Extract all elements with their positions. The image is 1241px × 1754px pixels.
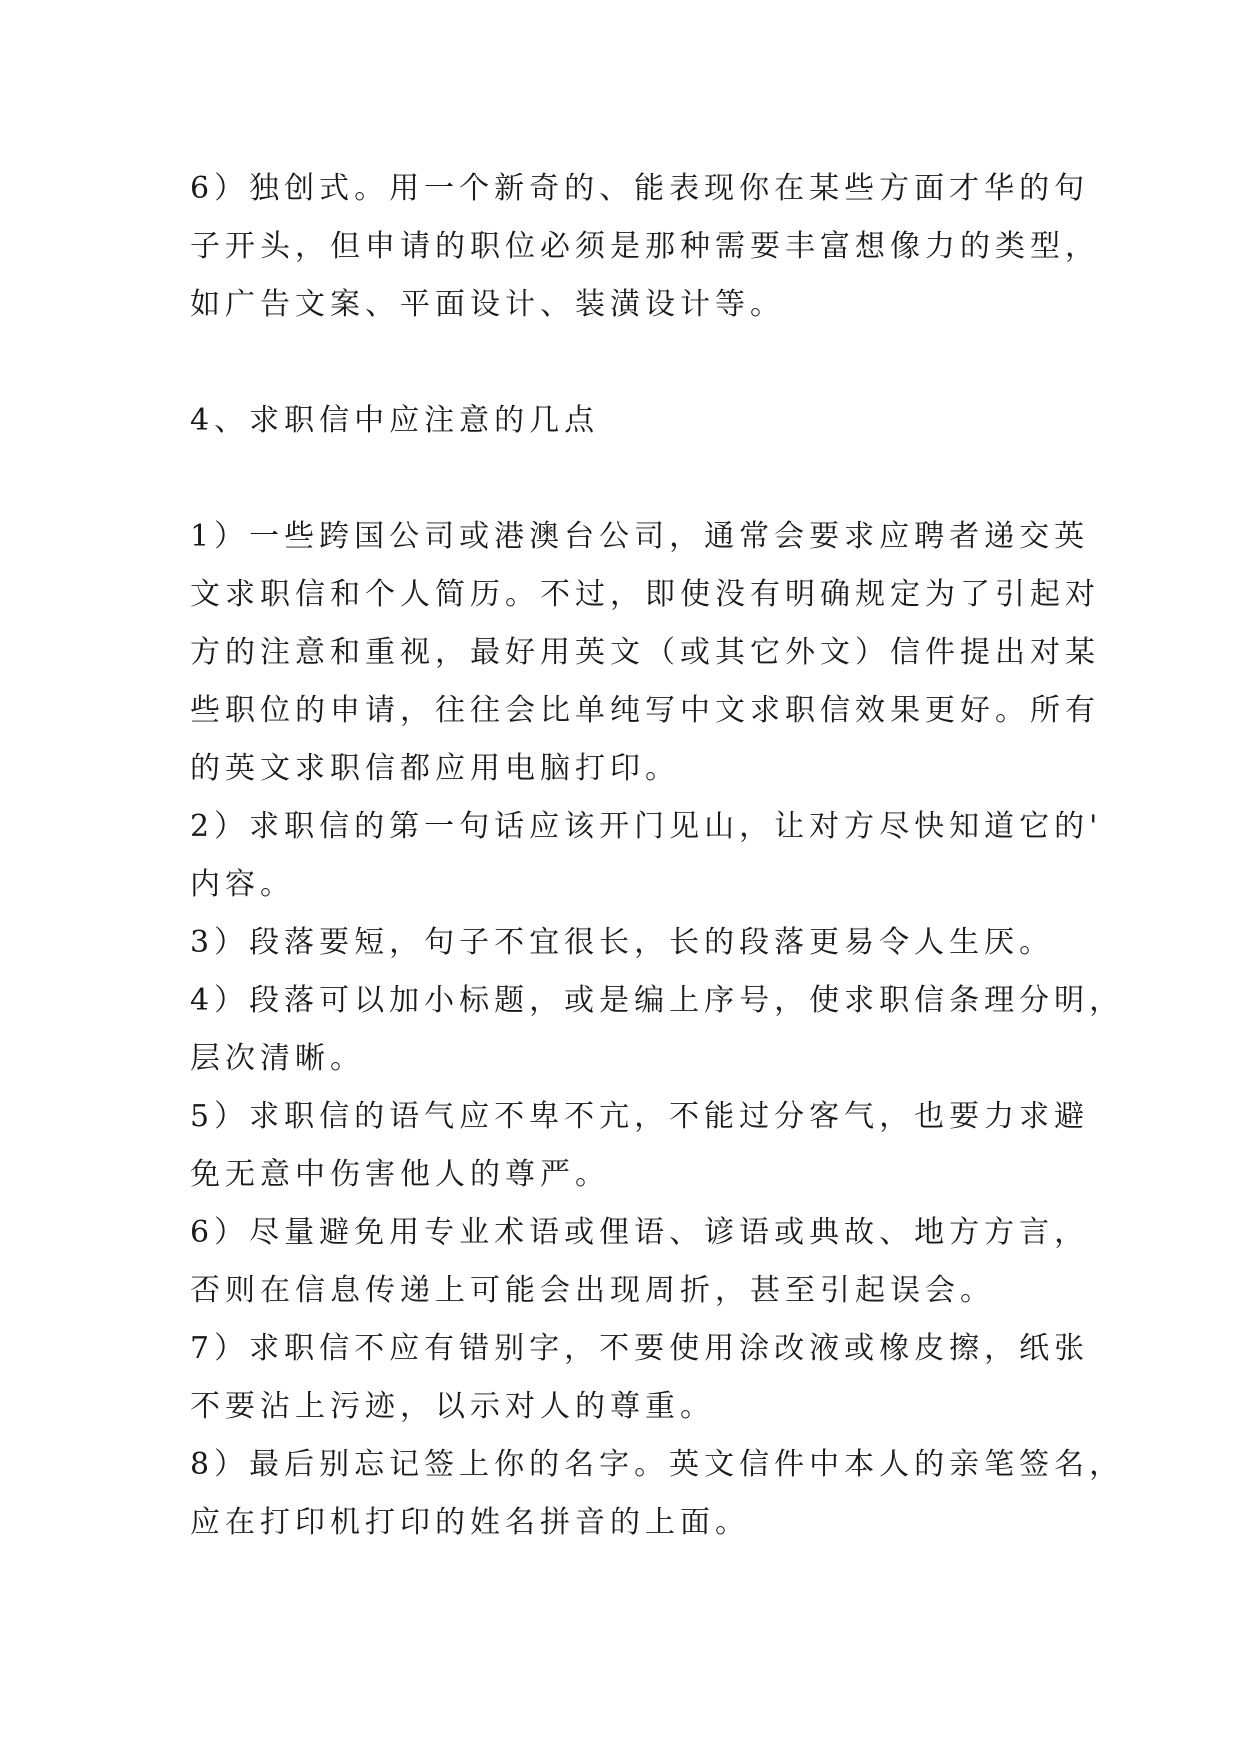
- paragraph-line: 4）段落可以加小标题，或是编上序号，使求职信条理分明，: [190, 983, 1125, 1018]
- paragraph-line: 文求职信和个人简历。不过，即使没有明确规定为了引起对: [190, 577, 1100, 612]
- section-heading: [190, 392, 1070, 450]
- paragraph-line: 否则在信息传递上可能会出现周折，甚至引起误会。: [190, 1273, 995, 1308]
- paragraph-line: 5）求职信的语气应不卑不亢，不能过分客气，也要力求避: [190, 1099, 1090, 1134]
- paragraph-line: 6）尽量避免用专业术语或俚语、谚语或典故、地方方言，: [190, 1215, 1090, 1250]
- paragraph-line: 的英文求职信都应用电脑打印。: [190, 751, 680, 786]
- paragraph-line: 不要沾上污迹，以示对人的尊重。: [190, 1389, 715, 1424]
- paragraph-line: 应在打印机打印的姓名拼音的上面。: [190, 1505, 750, 1540]
- paragraph-line: 些职位的申请，往往会比单纯写中文求职信效果更好。所有: [190, 693, 1100, 728]
- paragraph-line: 8）最后别忘记签上你的名字。英文信件中本人的亲笔签名，: [190, 1447, 1125, 1482]
- paragraph-line: 免无意中伤害他人的尊严。: [190, 1157, 610, 1192]
- paragraph-line: 内容。: [190, 867, 295, 902]
- paragraph-line: 如广告文案、平面设计、装潢设计等。: [190, 287, 785, 322]
- intro-item-6-paragraph: [190, 160, 1100, 334]
- points-list: [190, 508, 1125, 1552]
- paragraph-line: 7）求职信不应有错别字，不要使用涂改液或橡皮擦，纸张: [190, 1331, 1090, 1366]
- paragraph-line: 6）独创式。用一个新奇的、能表现你在某些方面才华的句: [190, 171, 1090, 206]
- section-heading-text: 4、求职信中应注意的几点: [190, 403, 600, 438]
- paragraph-line: 子开头，但申请的职位必须是那种需要丰富想像力的类型，: [190, 229, 1100, 264]
- paragraph-line: 方的注意和重视，最好用英文（或其它外文）信件提出对某: [190, 635, 1100, 670]
- paragraph-line: 2）求职信的第一句话应该开门见山，让对方尽快知道它的': [190, 809, 1103, 844]
- paragraph-line: 1）一些跨国公司或港澳台公司，通常会要求应聘者递交英: [190, 519, 1090, 554]
- paragraph-line: 层次清晰。: [190, 1041, 365, 1076]
- paragraph-line: 3）段落要短，句子不宜很长，长的段落更易令人生厌。: [190, 925, 1055, 960]
